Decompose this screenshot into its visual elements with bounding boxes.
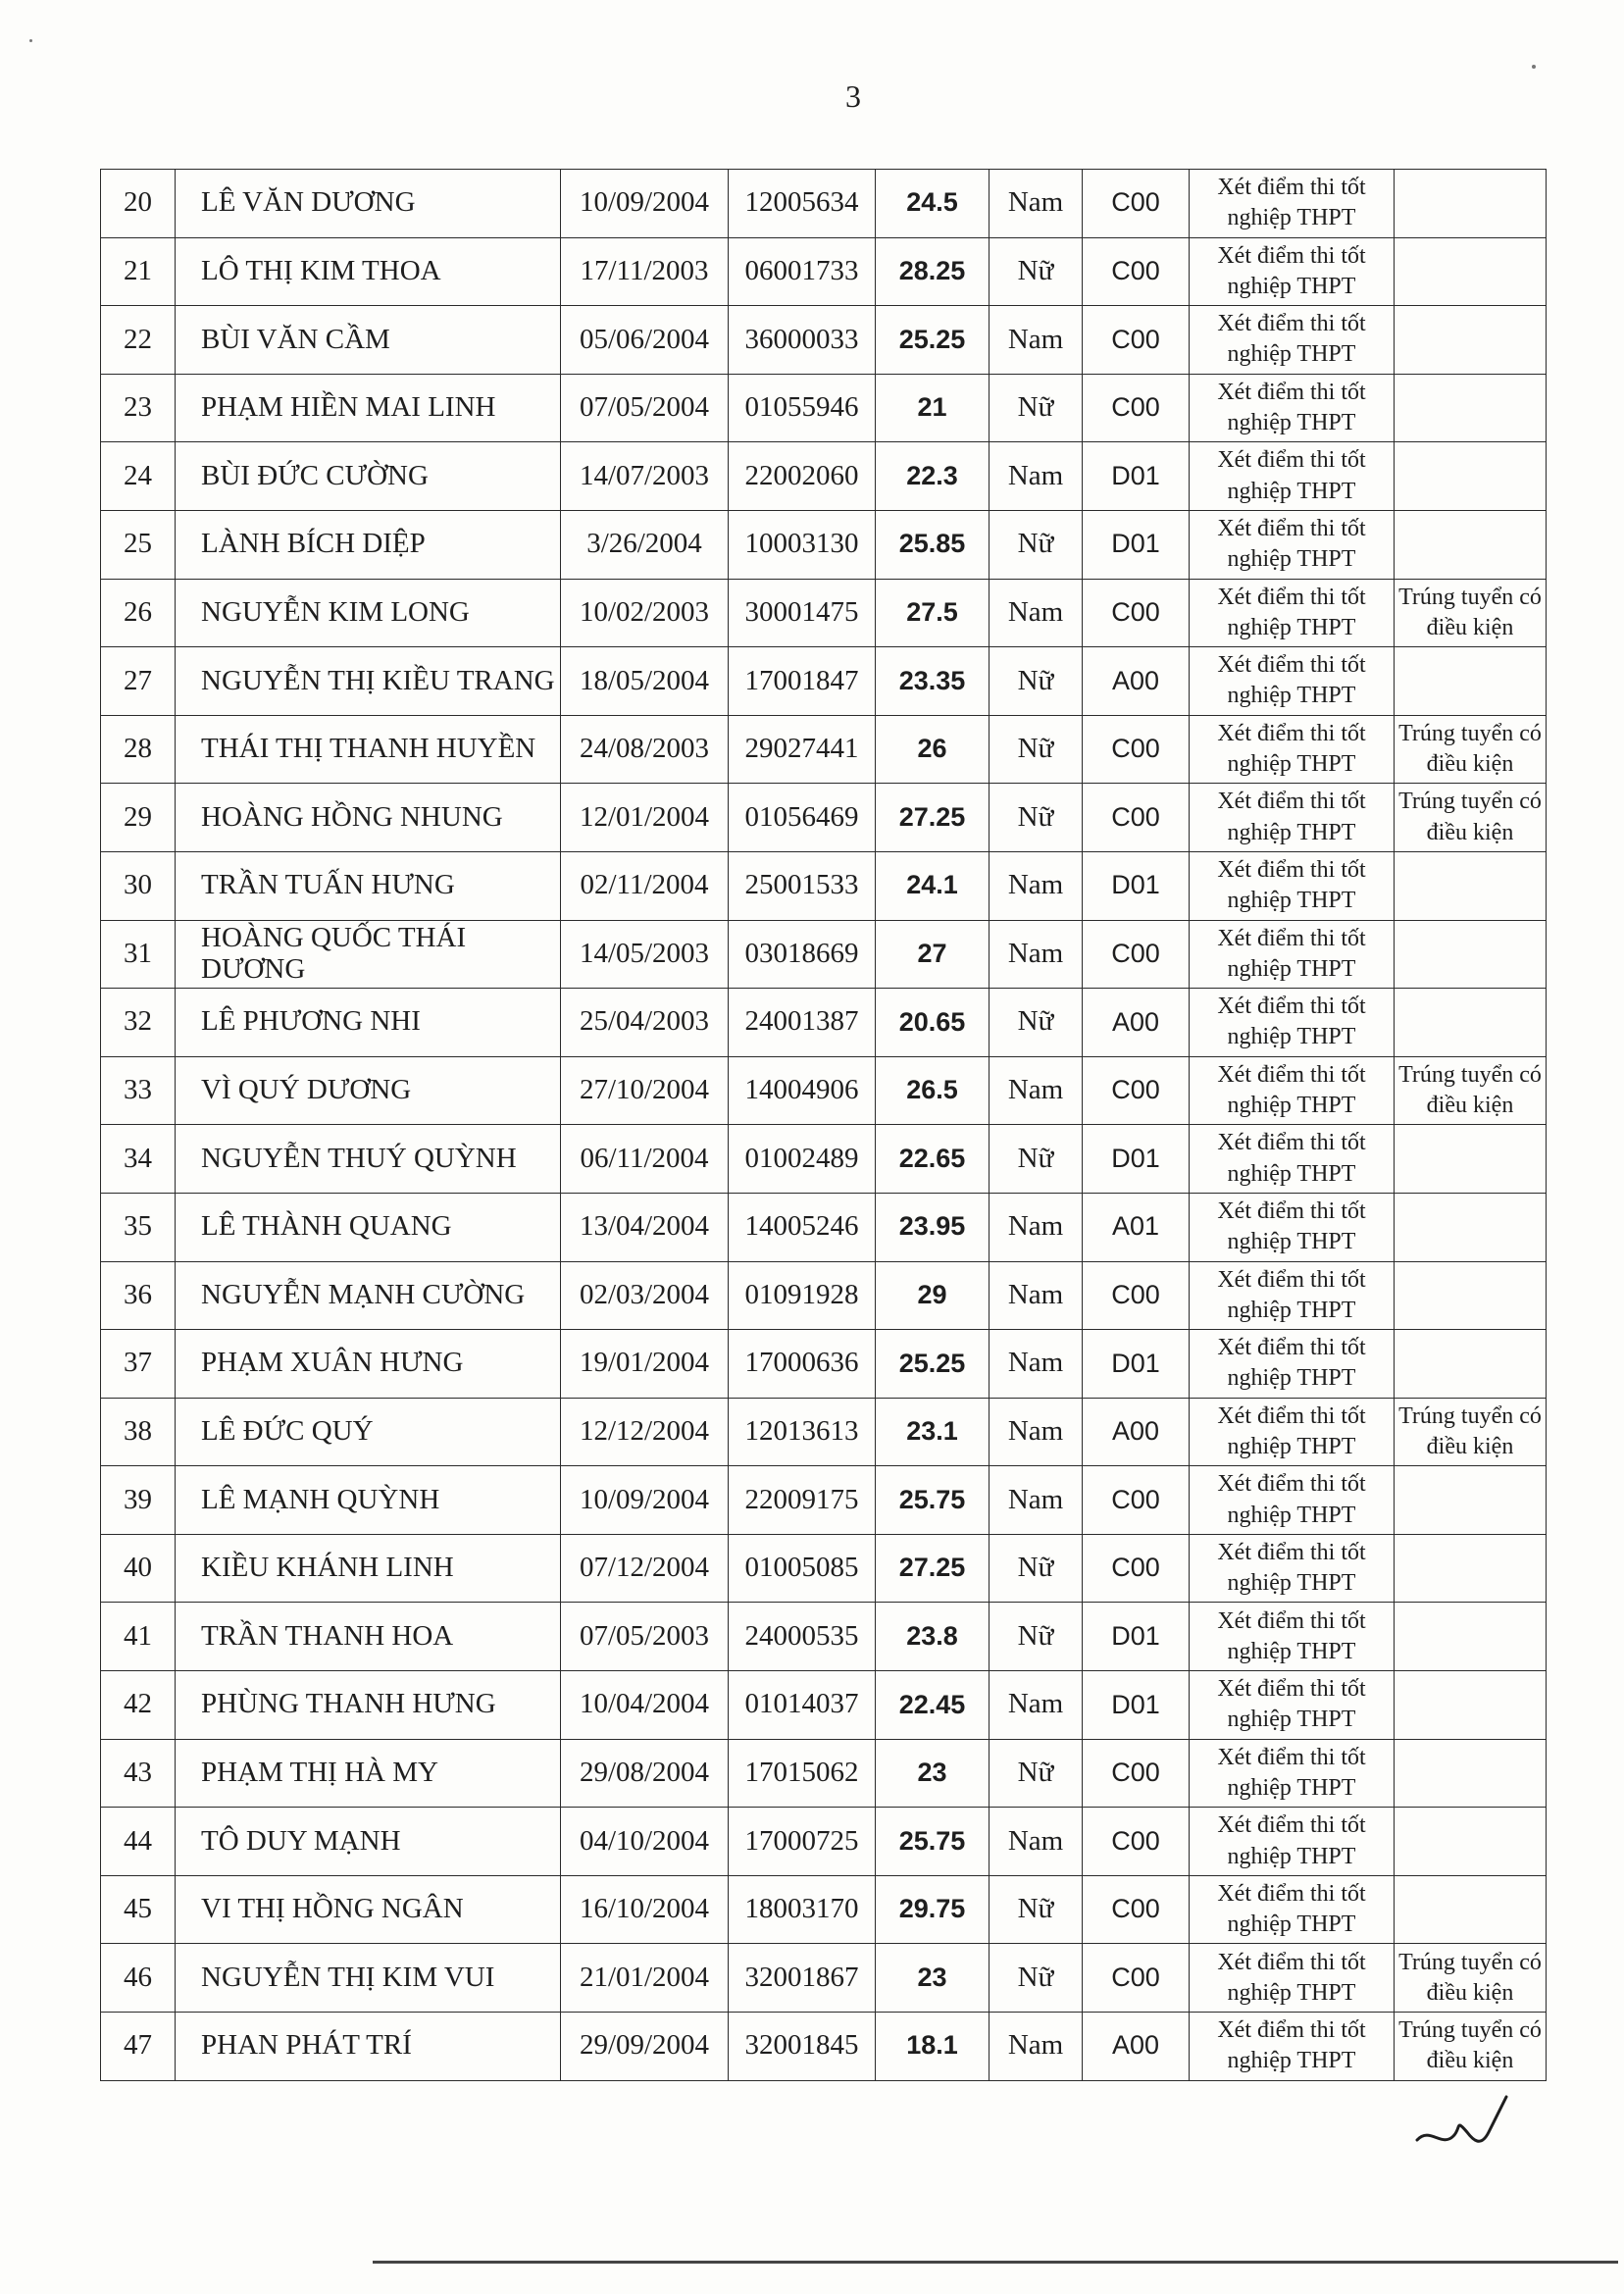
candidate-id: 36000033 xyxy=(729,306,876,375)
exam-score: 21 xyxy=(876,374,990,442)
exam-score: 26.5 xyxy=(876,1056,990,1125)
gender: Nữ xyxy=(990,989,1083,1057)
row-number: 37 xyxy=(101,1330,176,1399)
candidate-id: 22009175 xyxy=(729,1466,876,1535)
exam-score: 22.3 xyxy=(876,442,990,511)
candidate-id: 18003170 xyxy=(729,1875,876,1944)
student-name: BÙI ĐỨC CƯỜNG xyxy=(176,442,561,511)
subject-combination: C00 xyxy=(1083,1808,1190,1876)
gender: Nữ xyxy=(990,647,1083,716)
gender: Nữ xyxy=(990,784,1083,852)
candidate-id: 25001533 xyxy=(729,851,876,920)
candidate-id: 17001847 xyxy=(729,647,876,716)
row-number: 36 xyxy=(101,1261,176,1330)
admission-method: Xét điểm thi tốt nghiệp THPT xyxy=(1190,579,1395,647)
birth-date: 27/10/2004 xyxy=(561,1056,729,1125)
subject-combination: D01 xyxy=(1083,510,1190,579)
row-number: 20 xyxy=(101,170,176,238)
student-name: THÁI THỊ THANH HUYỀN xyxy=(176,715,561,784)
candidate-id: 01005085 xyxy=(729,1534,876,1603)
birth-date: 14/05/2003 xyxy=(561,920,729,989)
exam-score: 25.25 xyxy=(876,1330,990,1399)
subject-combination: C00 xyxy=(1083,1944,1190,2013)
admission-note: Trúng tuyển có điều kiện xyxy=(1395,579,1547,647)
subject-combination: C00 xyxy=(1083,1739,1190,1808)
table-row xyxy=(101,1330,1547,1399)
student-name: LÊ PHƯƠNG NHI xyxy=(176,989,561,1057)
candidate-id: 30001475 xyxy=(729,579,876,647)
exam-score: 27.25 xyxy=(876,1534,990,1603)
student-name: PHẠM THỊ HÀ MY xyxy=(176,1739,561,1808)
gender: Nam xyxy=(990,1330,1083,1399)
subject-combination: D01 xyxy=(1083,1125,1190,1194)
row-number: 47 xyxy=(101,2013,176,2081)
table-row xyxy=(101,170,1547,238)
student-name: LÊ VĂN DƯƠNG xyxy=(176,170,561,238)
admission-note xyxy=(1395,647,1547,716)
subject-combination: A00 xyxy=(1083,989,1190,1057)
table-row xyxy=(101,2013,1547,2081)
birth-date: 29/09/2004 xyxy=(561,2013,729,2081)
admission-method: Xét điểm thi tốt nghiệp THPT xyxy=(1190,1671,1395,1740)
scan-speck xyxy=(29,39,32,42)
student-name: LÊ MẠNH QUỲNH xyxy=(176,1466,561,1535)
row-number: 22 xyxy=(101,306,176,375)
exam-score: 25.75 xyxy=(876,1808,990,1876)
row-number: 24 xyxy=(101,442,176,511)
birth-date: 10/04/2004 xyxy=(561,1671,729,1740)
admission-method: Xét điểm thi tốt nghiệp THPT xyxy=(1190,510,1395,579)
admission-note xyxy=(1395,237,1547,306)
gender: Nam xyxy=(990,2013,1083,2081)
table-row xyxy=(101,1808,1547,1876)
student-name: BÙI VĂN CẦM xyxy=(176,306,561,375)
student-name: NGUYỄN MẠNH CƯỜNG xyxy=(176,1261,561,1330)
exam-score: 29.75 xyxy=(876,1875,990,1944)
birth-date: 17/11/2003 xyxy=(561,237,729,306)
birth-date: 10/09/2004 xyxy=(561,1466,729,1535)
admission-method: Xét điểm thi tốt nghiệp THPT xyxy=(1190,1056,1395,1125)
student-name: VÌ QUÝ DƯƠNG xyxy=(176,1056,561,1125)
admission-method: Xét điểm thi tốt nghiệp THPT xyxy=(1190,1330,1395,1399)
exam-score: 20.65 xyxy=(876,989,990,1057)
birth-date: 12/12/2004 xyxy=(561,1398,729,1466)
admission-note: Trúng tuyển có điều kiện xyxy=(1395,2013,1547,2081)
subject-combination: D01 xyxy=(1083,1603,1190,1671)
subject-combination: A01 xyxy=(1083,1193,1190,1261)
student-name: TÔ DUY MẠNH xyxy=(176,1808,561,1876)
gender: Nam xyxy=(990,1193,1083,1261)
admission-method: Xét điểm thi tốt nghiệp THPT xyxy=(1190,920,1395,989)
table-row xyxy=(101,1466,1547,1535)
admission-note xyxy=(1395,1330,1547,1399)
table-row xyxy=(101,579,1547,647)
table-row xyxy=(101,1875,1547,1944)
gender: Nam xyxy=(990,170,1083,238)
student-name: TRẦN TUẤN HƯNG xyxy=(176,851,561,920)
candidate-id: 17000636 xyxy=(729,1330,876,1399)
birth-date: 19/01/2004 xyxy=(561,1330,729,1399)
gender: Nam xyxy=(990,579,1083,647)
table-row xyxy=(101,989,1547,1057)
table-row xyxy=(101,1398,1547,1466)
subject-combination: D01 xyxy=(1083,1330,1190,1399)
candidate-id: 24001387 xyxy=(729,989,876,1057)
admission-method: Xét điểm thi tốt nghiệp THPT xyxy=(1190,851,1395,920)
admission-note xyxy=(1395,1125,1547,1194)
student-name: NGUYỄN THỊ KIỀU TRANG xyxy=(176,647,561,716)
exam-score: 24.1 xyxy=(876,851,990,920)
signature-mark xyxy=(1412,2089,1520,2167)
subject-combination: C00 xyxy=(1083,306,1190,375)
exam-score: 23.95 xyxy=(876,1193,990,1261)
student-name: NGUYỄN THỊ KIM VUI xyxy=(176,1944,561,2013)
row-number: 26 xyxy=(101,579,176,647)
admission-method: Xét điểm thi tốt nghiệp THPT xyxy=(1190,306,1395,375)
row-number: 31 xyxy=(101,920,176,989)
candidate-id: 14005246 xyxy=(729,1193,876,1261)
student-name: PHÙNG THANH HƯNG xyxy=(176,1671,561,1740)
candidate-id: 10003130 xyxy=(729,510,876,579)
admission-method: Xét điểm thi tốt nghiệp THPT xyxy=(1190,1944,1395,2013)
admission-method: Xét điểm thi tốt nghiệp THPT xyxy=(1190,1534,1395,1603)
gender: Nữ xyxy=(990,510,1083,579)
candidate-id: 01091928 xyxy=(729,1261,876,1330)
table-row xyxy=(101,1671,1547,1740)
gender: Nữ xyxy=(990,1875,1083,1944)
table-row xyxy=(101,1739,1547,1808)
admission-note: Trúng tuyển có điều kiện xyxy=(1395,1056,1547,1125)
exam-score: 26 xyxy=(876,715,990,784)
birth-date: 10/02/2003 xyxy=(561,579,729,647)
admission-results-table xyxy=(100,169,1547,2081)
admission-note xyxy=(1395,851,1547,920)
table-row xyxy=(101,784,1547,852)
subject-combination: C00 xyxy=(1083,1261,1190,1330)
subject-combination: C00 xyxy=(1083,237,1190,306)
subject-combination: C00 xyxy=(1083,920,1190,989)
birth-date: 14/07/2003 xyxy=(561,442,729,511)
exam-score: 25.25 xyxy=(876,306,990,375)
admission-note: Trúng tuyển có điều kiện xyxy=(1395,784,1547,852)
admission-method: Xét điểm thi tốt nghiệp THPT xyxy=(1190,1398,1395,1466)
subject-combination: C00 xyxy=(1083,1466,1190,1535)
birth-date: 12/01/2004 xyxy=(561,784,729,852)
subject-combination: A00 xyxy=(1083,647,1190,716)
admission-method: Xét điểm thi tốt nghiệp THPT xyxy=(1190,170,1395,238)
birth-date: 24/08/2003 xyxy=(561,715,729,784)
exam-score: 29 xyxy=(876,1261,990,1330)
gender: Nam xyxy=(990,1261,1083,1330)
birth-date: 02/11/2004 xyxy=(561,851,729,920)
subject-combination: C00 xyxy=(1083,715,1190,784)
exam-score: 23 xyxy=(876,1944,990,2013)
student-name: VI THỊ HỒNG NGÂN xyxy=(176,1875,561,1944)
row-number: 34 xyxy=(101,1125,176,1194)
student-name: HOÀNG QUỐC THÁI DƯƠNG xyxy=(176,920,561,989)
student-name: NGUYỄN KIM LONG xyxy=(176,579,561,647)
student-name: HOÀNG HỒNG NHUNG xyxy=(176,784,561,852)
subject-combination: A00 xyxy=(1083,1398,1190,1466)
gender: Nam xyxy=(990,442,1083,511)
student-name: TRẦN THANH HOA xyxy=(176,1603,561,1671)
row-number: 39 xyxy=(101,1466,176,1535)
subject-combination: C00 xyxy=(1083,1875,1190,1944)
gender: Nam xyxy=(990,1808,1083,1876)
table-row xyxy=(101,715,1547,784)
candidate-id: 01055946 xyxy=(729,374,876,442)
gender: Nữ xyxy=(990,237,1083,306)
candidate-id: 12005634 xyxy=(729,170,876,238)
admission-note xyxy=(1395,1875,1547,1944)
exam-score: 25.85 xyxy=(876,510,990,579)
row-number: 23 xyxy=(101,374,176,442)
subject-combination: D01 xyxy=(1083,1671,1190,1740)
row-number: 30 xyxy=(101,851,176,920)
table-body xyxy=(101,170,1547,2081)
admission-method: Xét điểm thi tốt nghiệp THPT xyxy=(1190,442,1395,511)
row-number: 35 xyxy=(101,1193,176,1261)
admission-note: Trúng tuyển có điều kiện xyxy=(1395,715,1547,784)
admission-note xyxy=(1395,1534,1547,1603)
exam-score: 23 xyxy=(876,1739,990,1808)
candidate-id: 01056469 xyxy=(729,784,876,852)
candidate-id: 12013613 xyxy=(729,1398,876,1466)
table-row xyxy=(101,237,1547,306)
admission-note xyxy=(1395,1466,1547,1535)
table-row xyxy=(101,1603,1547,1671)
gender: Nam xyxy=(990,1056,1083,1125)
subject-combination: A00 xyxy=(1083,2013,1190,2081)
birth-date: 07/05/2004 xyxy=(561,374,729,442)
admission-method: Xét điểm thi tốt nghiệp THPT xyxy=(1190,784,1395,852)
admission-method: Xét điểm thi tốt nghiệp THPT xyxy=(1190,647,1395,716)
table-row xyxy=(101,1534,1547,1603)
birth-date: 16/10/2004 xyxy=(561,1875,729,1944)
gender: Nữ xyxy=(990,1534,1083,1603)
gender: Nam xyxy=(990,920,1083,989)
exam-score: 25.75 xyxy=(876,1466,990,1535)
page-number: 3 xyxy=(845,78,861,114)
birth-date: 25/04/2003 xyxy=(561,989,729,1057)
subject-combination: C00 xyxy=(1083,374,1190,442)
birth-date: 06/11/2004 xyxy=(561,1125,729,1194)
table-row xyxy=(101,1944,1547,2013)
admission-method: Xét điểm thi tốt nghiệp THPT xyxy=(1190,989,1395,1057)
exam-score: 28.25 xyxy=(876,237,990,306)
gender: Nam xyxy=(990,306,1083,375)
admission-note xyxy=(1395,510,1547,579)
birth-date: 07/05/2003 xyxy=(561,1603,729,1671)
birth-date: 21/01/2004 xyxy=(561,1944,729,2013)
admission-note: Trúng tuyển có điều kiện xyxy=(1395,1944,1547,2013)
subject-combination: C00 xyxy=(1083,1534,1190,1603)
exam-score: 27.25 xyxy=(876,784,990,852)
admission-method: Xét điểm thi tốt nghiệp THPT xyxy=(1190,1193,1395,1261)
subject-combination: C00 xyxy=(1083,579,1190,647)
table-row xyxy=(101,647,1547,716)
row-number: 25 xyxy=(101,510,176,579)
admission-note xyxy=(1395,989,1547,1057)
admission-method: Xét điểm thi tốt nghiệp THPT xyxy=(1190,1261,1395,1330)
table-row xyxy=(101,1056,1547,1125)
candidate-id: 17000725 xyxy=(729,1808,876,1876)
row-number: 45 xyxy=(101,1875,176,1944)
row-number: 32 xyxy=(101,989,176,1057)
birth-date: 3/26/2004 xyxy=(561,510,729,579)
subject-combination: C00 xyxy=(1083,170,1190,238)
candidate-id: 14004906 xyxy=(729,1056,876,1125)
candidate-id: 22002060 xyxy=(729,442,876,511)
admission-note xyxy=(1395,1261,1547,1330)
admission-method: Xét điểm thi tốt nghiệp THPT xyxy=(1190,1125,1395,1194)
student-name: PHẠM HIỀN MAI LINH xyxy=(176,374,561,442)
admission-method: Xét điểm thi tốt nghiệp THPT xyxy=(1190,1603,1395,1671)
admission-note xyxy=(1395,1193,1547,1261)
candidate-id: 01002489 xyxy=(729,1125,876,1194)
subject-combination: C00 xyxy=(1083,1056,1190,1125)
gender: Nam xyxy=(990,851,1083,920)
gender: Nữ xyxy=(990,1944,1083,2013)
admission-note xyxy=(1395,170,1547,238)
row-number: 28 xyxy=(101,715,176,784)
admission-method: Xét điểm thi tốt nghiệp THPT xyxy=(1190,2013,1395,2081)
birth-date: 13/04/2004 xyxy=(561,1193,729,1261)
exam-score: 24.5 xyxy=(876,170,990,238)
exam-score: 27.5 xyxy=(876,579,990,647)
admission-method: Xét điểm thi tốt nghiệp THPT xyxy=(1190,1808,1395,1876)
candidate-id: 03018669 xyxy=(729,920,876,989)
table-row xyxy=(101,920,1547,989)
admission-note xyxy=(1395,1671,1547,1740)
candidate-id: 29027441 xyxy=(729,715,876,784)
birth-date: 07/12/2004 xyxy=(561,1534,729,1603)
birth-date: 02/03/2004 xyxy=(561,1261,729,1330)
student-name: LÔ THỊ KIM THOA xyxy=(176,237,561,306)
exam-score: 23.1 xyxy=(876,1398,990,1466)
row-number: 46 xyxy=(101,1944,176,2013)
student-name: LÊ THÀNH QUANG xyxy=(176,1193,561,1261)
table-row xyxy=(101,1125,1547,1194)
gender: Nữ xyxy=(990,715,1083,784)
gender: Nữ xyxy=(990,1125,1083,1194)
subject-combination: C00 xyxy=(1083,784,1190,852)
birth-date: 10/09/2004 xyxy=(561,170,729,238)
admission-note xyxy=(1395,442,1547,511)
row-number: 43 xyxy=(101,1739,176,1808)
gender: Nữ xyxy=(990,1603,1083,1671)
admission-method: Xét điểm thi tốt nghiệp THPT xyxy=(1190,1739,1395,1808)
scan-speck xyxy=(1532,65,1536,69)
row-number: 21 xyxy=(101,237,176,306)
exam-score: 22.45 xyxy=(876,1671,990,1740)
row-number: 33 xyxy=(101,1056,176,1125)
row-number: 27 xyxy=(101,647,176,716)
candidate-id: 06001733 xyxy=(729,237,876,306)
table-row xyxy=(101,442,1547,511)
exam-score: 22.65 xyxy=(876,1125,990,1194)
gender: Nam xyxy=(990,1398,1083,1466)
admission-method: Xét điểm thi tốt nghiệp THPT xyxy=(1190,1466,1395,1535)
table-row xyxy=(101,510,1547,579)
row-number: 41 xyxy=(101,1603,176,1671)
student-name: KIỀU KHÁNH LINH xyxy=(176,1534,561,1603)
gender: Nam xyxy=(990,1671,1083,1740)
row-number: 44 xyxy=(101,1808,176,1876)
admission-note xyxy=(1395,1603,1547,1671)
birth-date: 18/05/2004 xyxy=(561,647,729,716)
admission-method: Xét điểm thi tốt nghiệp THPT xyxy=(1190,715,1395,784)
bottom-rule xyxy=(373,2261,1618,2264)
candidate-id: 24000535 xyxy=(729,1603,876,1671)
table-row xyxy=(101,1261,1547,1330)
student-name: LÀNH BÍCH DIỆP xyxy=(176,510,561,579)
table-row xyxy=(101,374,1547,442)
table-row xyxy=(101,1193,1547,1261)
student-name: NGUYỄN THUÝ QUỲNH xyxy=(176,1125,561,1194)
admission-note xyxy=(1395,1808,1547,1876)
exam-score: 18.1 xyxy=(876,2013,990,2081)
exam-score: 27 xyxy=(876,920,990,989)
admission-note xyxy=(1395,374,1547,442)
student-name: PHẠM XUÂN HƯNG xyxy=(176,1330,561,1399)
table-row xyxy=(101,306,1547,375)
row-number: 29 xyxy=(101,784,176,852)
admission-note xyxy=(1395,1739,1547,1808)
admission-method: Xét điểm thi tốt nghiệp THPT xyxy=(1190,237,1395,306)
student-name: PHAN PHÁT TRÍ xyxy=(176,2013,561,2081)
subject-combination: D01 xyxy=(1083,442,1190,511)
admission-note: Trúng tuyển có điều kiện xyxy=(1395,1398,1547,1466)
candidate-id: 17015062 xyxy=(729,1739,876,1808)
gender: Nữ xyxy=(990,1739,1083,1808)
birth-date: 29/08/2004 xyxy=(561,1739,729,1808)
subject-combination: D01 xyxy=(1083,851,1190,920)
birth-date: 04/10/2004 xyxy=(561,1808,729,1876)
table-row xyxy=(101,851,1547,920)
candidate-id: 32001867 xyxy=(729,1944,876,2013)
admission-method: Xét điểm thi tốt nghiệp THPT xyxy=(1190,374,1395,442)
row-number: 40 xyxy=(101,1534,176,1603)
row-number: 38 xyxy=(101,1398,176,1466)
row-number: 42 xyxy=(101,1671,176,1740)
birth-date: 05/06/2004 xyxy=(561,306,729,375)
admission-method: Xét điểm thi tốt nghiệp THPT xyxy=(1190,1875,1395,1944)
candidate-id: 01014037 xyxy=(729,1671,876,1740)
student-name: LÊ ĐỨC QUÝ xyxy=(176,1398,561,1466)
gender: Nam xyxy=(990,1466,1083,1535)
admission-note xyxy=(1395,306,1547,375)
gender: Nữ xyxy=(990,374,1083,442)
exam-score: 23.8 xyxy=(876,1603,990,1671)
admission-note xyxy=(1395,920,1547,989)
exam-score: 23.35 xyxy=(876,647,990,716)
candidate-id: 32001845 xyxy=(729,2013,876,2081)
